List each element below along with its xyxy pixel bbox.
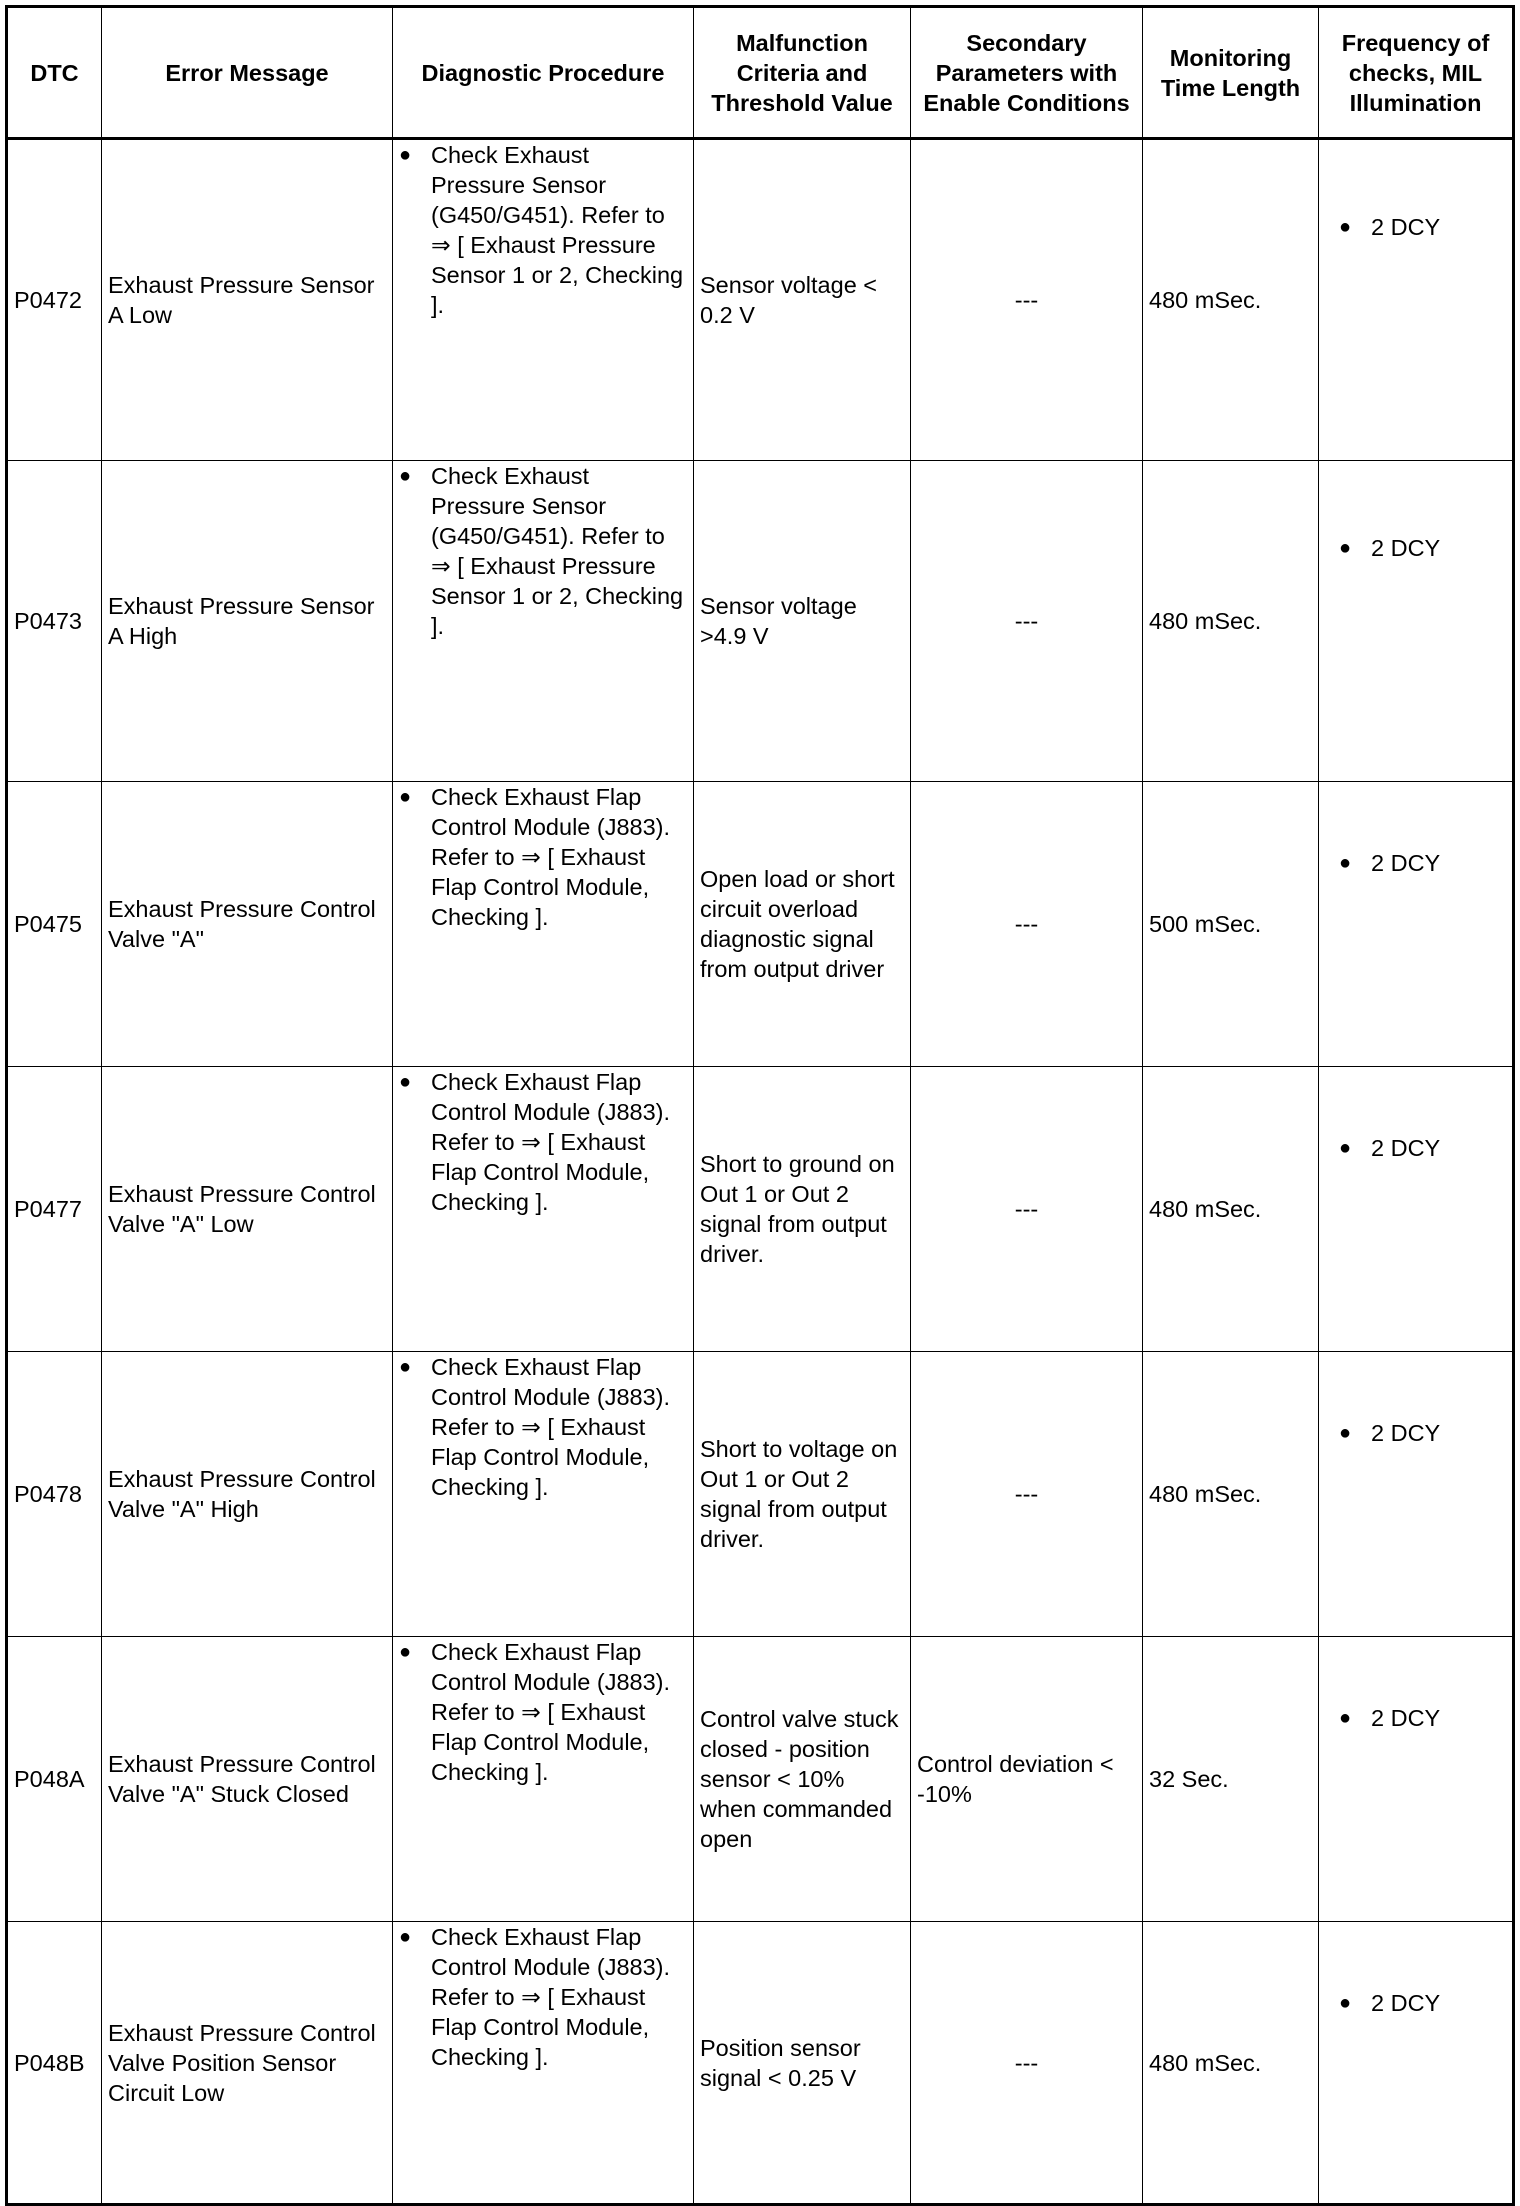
frequency: [1319, 1637, 1514, 1922]
bullet-icon: ●: [399, 465, 412, 487]
dtc-code: P0478: [7, 1352, 102, 1637]
header-secondary-parameters: Secondary Parameters with Enable Conditions: [911, 7, 1143, 139]
frequency-text: 2 DCY: [1371, 1420, 1441, 1446]
monitoring-time: 480 mSec.: [1143, 1922, 1319, 2205]
frequency-text: 2 DCY: [1371, 214, 1441, 240]
procedure-text: Check Exhaust Flap Control Module (J883). Refer to ⇒ [ Exhaust Flap Control Module, Checking ].: [431, 1069, 671, 1215]
bullet-icon: ●: [1339, 216, 1352, 238]
bullet-icon: ●: [1339, 537, 1352, 559]
dtc-code: P048B: [7, 1922, 102, 2205]
header-diagnostic-procedure: Diagnostic Procedure: [393, 7, 694, 139]
dtc-code: P0472: [7, 139, 102, 461]
error-message: Exhaust Pressure Control Valve "A" Low: [102, 1067, 393, 1352]
dtc-code: P0475: [7, 782, 102, 1067]
malfunction-criteria: Position sensor signal < 0.25 V: [694, 1922, 911, 2205]
malfunction-criteria: Short to ground on Out 1 or Out 2 signal from output driver.: [694, 1067, 911, 1352]
diagnostic-procedure: [393, 1067, 694, 1352]
procedure-text: Check Exhaust Pressure Sensor (G450/G451). Refer to ⇒ [ Exhaust Pressure Sensor 1 or 2, Checking ].: [431, 142, 684, 318]
bullet-icon: ●: [1339, 1422, 1352, 1444]
malfunction-criteria: Sensor voltage < 0.2 V: [694, 139, 911, 461]
secondary-parameters: ---: [911, 461, 1143, 782]
procedure-text: Check Exhaust Pressure Sensor (G450/G451). Refer to ⇒ [ Exhaust Pressure Sensor 1 or 2, Checking ].: [431, 463, 684, 639]
monitoring-time: 32 Sec.: [1143, 1637, 1319, 1922]
bullet-icon: ●: [1339, 1992, 1352, 2014]
frequency: [1319, 1922, 1514, 2205]
table-row: [7, 1637, 1514, 1922]
bullet-icon: ●: [399, 1641, 412, 1663]
header-row: [7, 7, 1514, 139]
procedure-text: Check Exhaust Flap Control Module (J883). Refer to ⇒ [ Exhaust Flap Control Module, Checking ].: [431, 1639, 671, 1785]
secondary-parameters: ---: [911, 1922, 1143, 2205]
monitoring-time: 480 mSec.: [1143, 1067, 1319, 1352]
table-row: [7, 1067, 1514, 1352]
frequency: [1319, 782, 1514, 1067]
bullet-icon: ●: [1339, 852, 1352, 874]
dtc-code: P048A: [7, 1637, 102, 1922]
bullet-icon: ●: [399, 1071, 412, 1093]
monitoring-time: 480 mSec.: [1143, 461, 1319, 782]
diagnostic-procedure: [393, 1922, 694, 2205]
monitoring-time: 500 mSec.: [1143, 782, 1319, 1067]
frequency-text: 2 DCY: [1371, 1135, 1441, 1161]
secondary-parameters: ---: [911, 139, 1143, 461]
error-message: Exhaust Pressure Control Valve "A": [102, 782, 393, 1067]
diagnostic-procedure: [393, 782, 694, 1067]
header-error-message: Error Message: [102, 7, 393, 139]
monitoring-time: 480 mSec.: [1143, 1352, 1319, 1637]
secondary-parameters: ---: [911, 782, 1143, 1067]
procedure-text: Check Exhaust Flap Control Module (J883). Refer to ⇒ [ Exhaust Flap Control Module, Checking ].: [431, 784, 671, 930]
bullet-icon: ●: [1339, 1707, 1352, 1729]
table-row: [7, 782, 1514, 1067]
table-row: [7, 1922, 1514, 2205]
diagnostic-procedure: [393, 139, 694, 461]
secondary-parameters: ---: [911, 1352, 1143, 1637]
header-frequency: Frequency of checks, MIL Illumination: [1319, 7, 1514, 139]
diagnostic-procedure: [393, 461, 694, 782]
bullet-icon: ●: [399, 786, 412, 808]
frequency: [1319, 461, 1514, 782]
secondary-parameters: Control deviation < -10%: [911, 1637, 1143, 1922]
error-message: Exhaust Pressure Control Valve "A" Stuck Closed: [102, 1637, 393, 1922]
monitoring-time: 480 mSec.: [1143, 139, 1319, 461]
frequency: [1319, 1352, 1514, 1637]
header-malfunction-criteria: Malfunction Criteria and Threshold Value: [694, 7, 911, 139]
header-monitoring-time: Monitoring Time Length: [1143, 7, 1319, 139]
bullet-icon: ●: [399, 1356, 412, 1378]
table-row: [7, 139, 1514, 461]
bullet-icon: ●: [1339, 1137, 1352, 1159]
procedure-text: Check Exhaust Flap Control Module (J883). Refer to ⇒ [ Exhaust Flap Control Module, Checking ].: [431, 1924, 671, 2070]
bullet-icon: ●: [399, 1926, 412, 1948]
malfunction-criteria: Control valve stuck closed - position sensor < 10% when commanded open: [694, 1637, 911, 1922]
dtc-code: P0477: [7, 1067, 102, 1352]
error-message: Exhaust Pressure Control Valve Position Sensor Circuit Low: [102, 1922, 393, 2205]
header-dtc: DTC: [7, 7, 102, 139]
frequency-text: 2 DCY: [1371, 850, 1441, 876]
table-row: [7, 461, 1514, 782]
dtc-table: [5, 5, 1515, 2206]
diagnostic-procedure: [393, 1352, 694, 1637]
error-message: Exhaust Pressure Sensor A Low: [102, 139, 393, 461]
malfunction-criteria: Open load or short circuit overload diagnostic signal from output driver: [694, 782, 911, 1067]
frequency-text: 2 DCY: [1371, 1705, 1441, 1731]
table-row: [7, 1352, 1514, 1637]
frequency-text: 2 DCY: [1371, 535, 1441, 561]
frequency: [1319, 1067, 1514, 1352]
frequency-text: 2 DCY: [1371, 1990, 1441, 2016]
bullet-icon: ●: [399, 144, 412, 166]
diagnostic-procedure: [393, 1637, 694, 1922]
error-message: Exhaust Pressure Control Valve "A" High: [102, 1352, 393, 1637]
dtc-table-sheet: [5, 5, 1512, 2206]
malfunction-criteria: Short to voltage on Out 1 or Out 2 signal from output driver.: [694, 1352, 911, 1637]
frequency: [1319, 139, 1514, 461]
procedure-text: Check Exhaust Flap Control Module (J883). Refer to ⇒ [ Exhaust Flap Control Module, Checking ].: [431, 1354, 671, 1500]
dtc-code: P0473: [7, 461, 102, 782]
secondary-parameters: ---: [911, 1067, 1143, 1352]
error-message: Exhaust Pressure Sensor A High: [102, 461, 393, 782]
malfunction-criteria: Sensor voltage >4.9 V: [694, 461, 911, 782]
